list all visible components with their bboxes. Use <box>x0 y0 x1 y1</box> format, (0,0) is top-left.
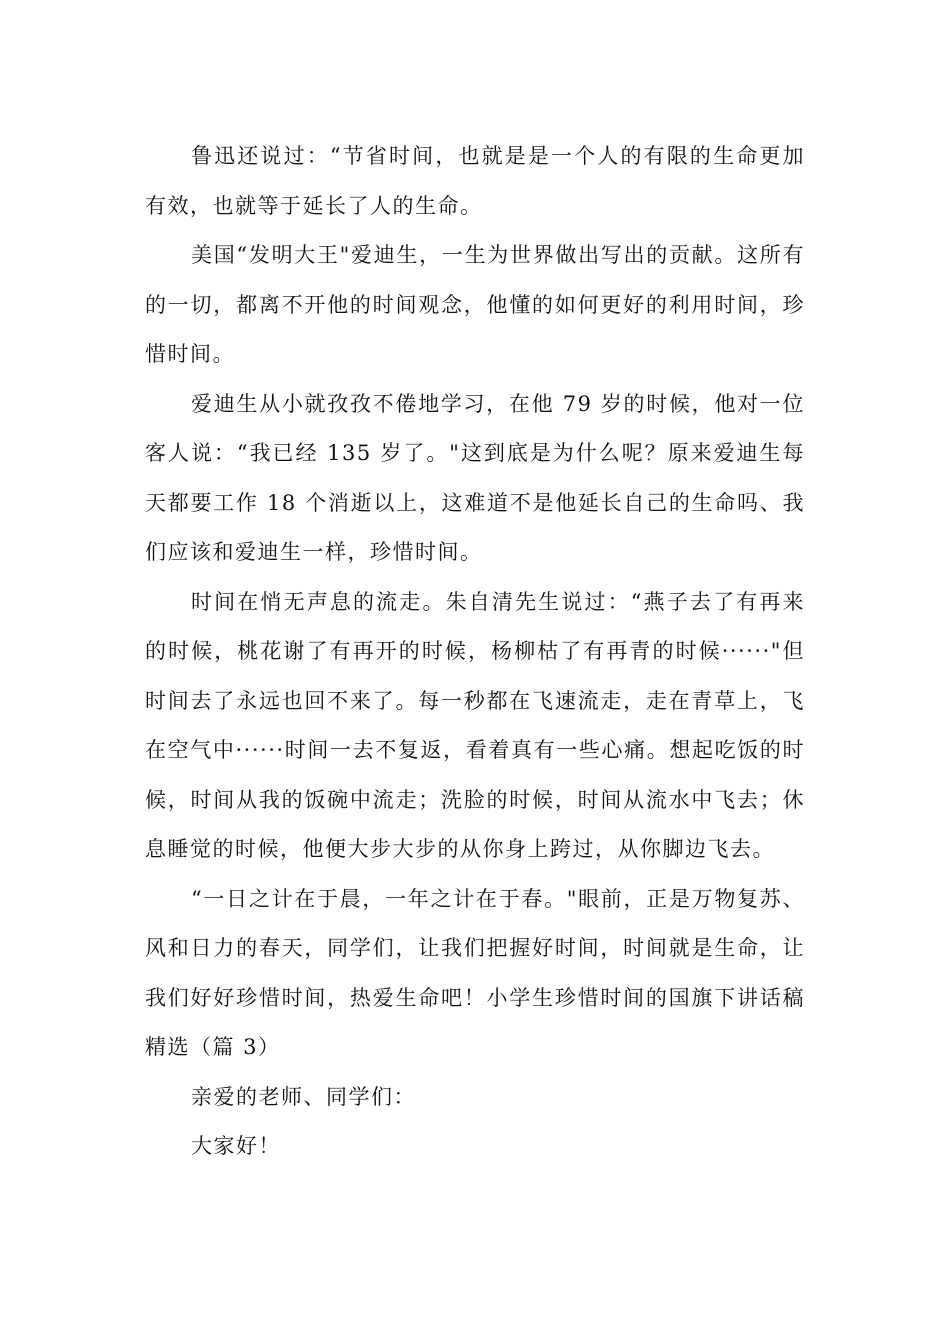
paragraph-lu-xun-quote: 鲁迅还说过：“节省时间，也就是是一个人的有限的生命更加有效，也就等于延长了人的生命。 <box>145 144 805 218</box>
document-body <box>145 132 805 1172</box>
paragraph-zhu-ziqing-quote: 时间在悄无声息的流走。朱自清先生说过：“燕子去了有再来的时候，桃花谢了有再开的时候，杨柳枯了有再青的时候······"但时间去了永远也回不来了。每一秒都在飞速流走，走在青草上，飞在空气中······时间一去不复返，看着真有一些心痛。想起吃饭的时候，时间从我的饭碗中流走；洗脸的时候，时间从流水中飞去；休息睡觉的时候，他便大步大步的从你身上跨过，从你脚边飞去。 <box>145 589 805 861</box>
paragraph-greeting: 大家好！ <box>191 1134 281 1158</box>
paragraph-edison-age: 爱迪生从小就孜孜不倦地学习，在他 79 岁的时候，他对一位客人说：“我已经 135 岁了。"这到底是为什么呢？原来爱迪生每天都要工作 18 个消逝以上，这难道不是他延长自己的生命吗、我们应该和爱迪生一样，珍惜时间。 <box>145 391 805 564</box>
paragraph-morning-spring: “一日之计在于晨，一年之计在于春。"眼前，正是万物复苏、风和日力的春天，同学们，让我们把握好时间，时间就是生命，让我们好好珍惜时间，热爱生命吧！小学生珍惜时间的国旗下讲话稿精选（篇 3） <box>145 886 805 1059</box>
paragraph-salutation: 亲爱的老师、同学们： <box>191 1084 416 1109</box>
paragraph-edison-intro: 美国“发明大王"爱迪生，一生为世界做出写出的贡献。这所有的一切，都离不开他的时间观念，他懂的如何更好的利用时间，珍惜时间。 <box>145 243 805 366</box>
